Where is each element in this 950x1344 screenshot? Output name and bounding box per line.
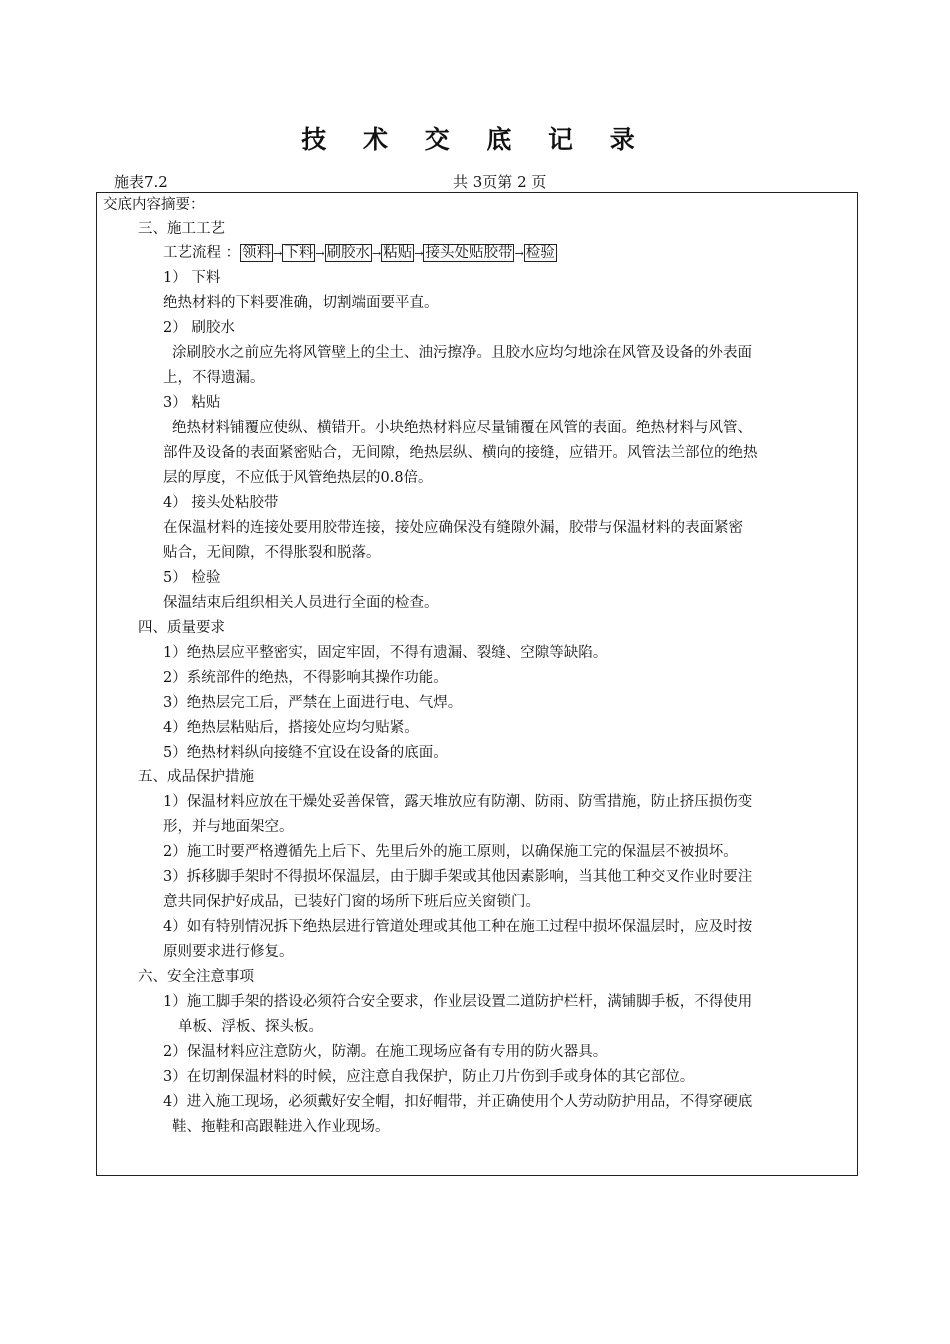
flow-step: 接头处贴胶带 — [425, 245, 513, 261]
item-text: 绝热材料的下料要准确，切割端面要平直。 — [163, 295, 439, 311]
item-text: 意共同保护好成品，已装好门窗的场所下班后应关窗锁门。 — [163, 894, 540, 910]
item-text: 1）保温材料应放在干燥处妥善保管，露天堆放应有防潮、防雨、防雪措施，防止挤压损伤变 — [163, 794, 753, 810]
flow-step: 刷胶水 — [326, 245, 371, 261]
summary-label: 交底内容摘要： — [103, 197, 205, 213]
item-text: 上，不得遗漏。 — [163, 370, 265, 386]
arrow-icon: → — [514, 247, 524, 260]
section-heading: 五、成品保护措施 — [138, 769, 254, 785]
item-text: 3）拆移脚手架时不得损坏保温层，由于脚手架或其他因素影响，当其他工种交叉作业时要注 — [163, 869, 753, 885]
item-title: 1） 下料 — [163, 270, 221, 286]
item-text: 鞋、拖鞋和高跟鞋进入作业现场。 — [172, 1119, 390, 1135]
item-text: 部件及设备的表面紧密贴合，无间隙，绝热层纵、横向的接缝，应错开。风管法兰部位的绝热 — [163, 445, 758, 461]
document-title: 技 术 交 底 记 录 — [301, 125, 649, 154]
item-text: 涂刷胶水之前应先将风管壁上的尘土、油污擦净。且胶水应均匀地涂在风管及设备的外表面 — [172, 345, 752, 361]
section-heading: 四、质量要求 — [138, 620, 225, 636]
item-text: 3）在切割保温材料的时候，应注意自我保护，防止刀片伤到手或身体的其它部位。 — [163, 1069, 695, 1085]
item-text: 形，并与地面架空。 — [163, 819, 294, 835]
flow-step: 领料 — [242, 245, 272, 261]
item-text: 2）施工时要严格遵循先上后下、先里后外的施工原则，以确保施工完的保温层不被损坏。 — [163, 844, 738, 860]
item-text: 保温结束后组织相关人员进行全面的检查。 — [163, 595, 439, 611]
arrow-icon: → — [372, 247, 382, 260]
item-text: 5）绝热材料纵向接缝不宜设在设备的底面。 — [163, 745, 448, 761]
item-text: 原则要求进行修复。 — [163, 944, 294, 960]
item-title: 4） 接头处粘胶带 — [163, 495, 279, 511]
flow-step: 下料 — [284, 245, 314, 261]
arrow-icon: → — [273, 247, 283, 260]
item-title: 5） 检验 — [163, 570, 221, 586]
item-text: 4）绝热层粘贴后，搭接处应均匀贴紧。 — [163, 720, 419, 736]
item-title: 3） 粘贴 — [163, 395, 221, 411]
item-text: 4）进入施工现场，必须戴好安全帽，扣好帽带，并正确使用个人劳动防护用品，不得穿硬底 — [163, 1094, 753, 1110]
item-text: 在保温材料的连接处要用胶带连接，接处应确保没有缝隙外漏，胶带与保温材料的表面紧密 — [163, 520, 743, 536]
arrow-icon: → — [414, 247, 424, 260]
item-text: 单板、浮板、探头板。 — [178, 1019, 323, 1035]
flow-label: 工艺流程 ： — [163, 245, 241, 261]
item-text: 4）如有特别情况拆下绝热层进行管道处理或其他工种在施工过程中损坏保温层时，应及时按 — [163, 919, 753, 935]
flow-step: 检验 — [525, 245, 555, 261]
form-number: 施表7.2 — [114, 173, 168, 191]
item-text: 3）绝热层完工后，严禁在上面进行电、气焊。 — [163, 695, 463, 711]
flow-step: 粘贴 — [383, 245, 413, 261]
section-heading: 六、安全注意事项 — [138, 969, 254, 985]
arrow-icon: → — [315, 247, 325, 260]
section-heading: 三、施工工艺 — [138, 221, 225, 237]
item-text: 1）施工脚手架的搭设必须符合安全要求，作业层设置二道防护栏杆，满铺脚手板，不得使用 — [163, 994, 753, 1010]
item-title: 2） 刷胶水 — [163, 320, 235, 336]
item-text: 1）绝热层应平整密实，固定牢固，不得有遗漏、裂缝、空隙等缺陷。 — [163, 645, 608, 661]
process-flow — [163, 244, 557, 263]
item-text: 2）系统部件的绝热，不得影响其操作功能。 — [163, 670, 448, 686]
item-text: 2）保温材料应注意防火，防潮。在施工现场应备有专用的防火器具。 — [163, 1044, 608, 1060]
item-text: 绝热材料铺覆应使纵、横错开。小块绝热材料应尽量铺覆在风管的表面。绝热材料与风管、 — [172, 420, 752, 436]
item-text: 层的厚度，不应低于风管绝热层的0.8倍。 — [163, 470, 433, 486]
item-text: 贴合，无间隙，不得胀裂和脱落。 — [163, 545, 381, 561]
page-info: 共 3页第 2 页 — [453, 173, 547, 191]
